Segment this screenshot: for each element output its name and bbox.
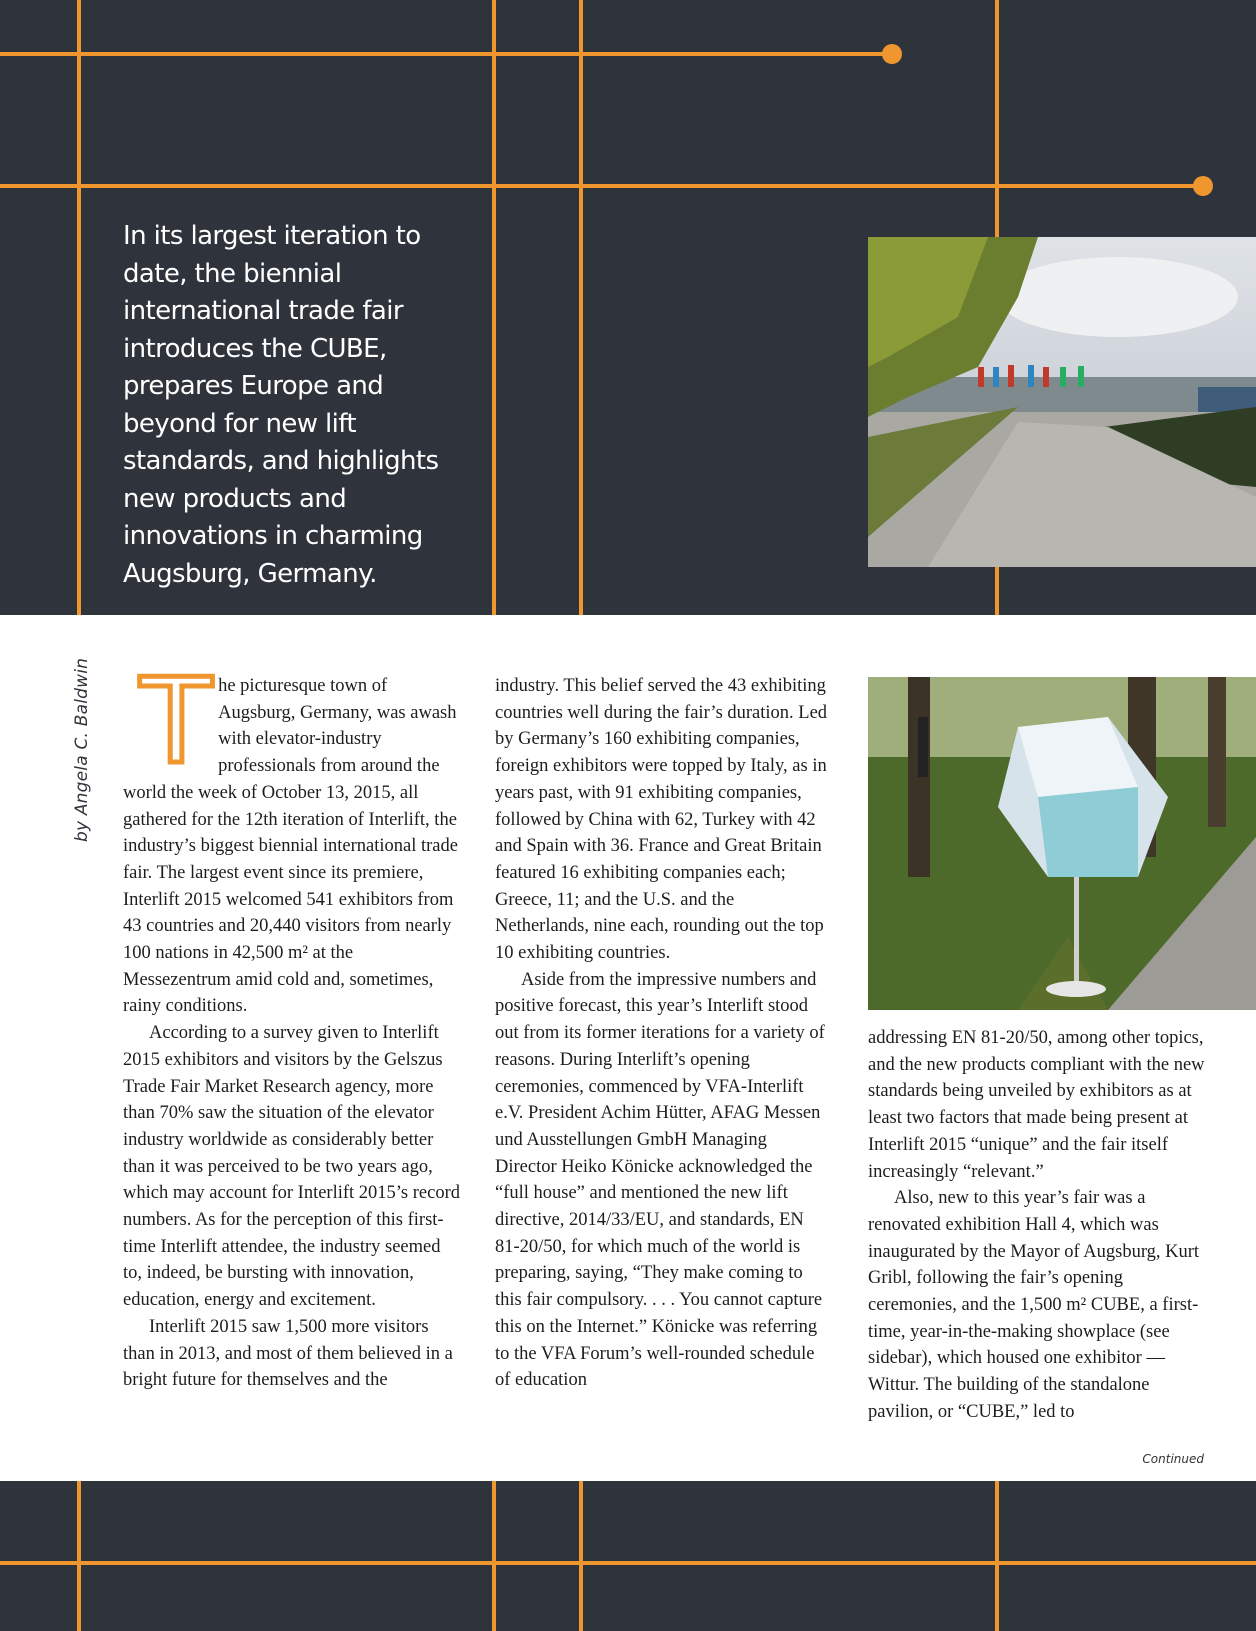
drop-cap: T [140,652,213,790]
article-column-1 [123,652,460,1394]
grid-line [77,0,81,615]
grid-line [492,1481,496,1631]
grid-line [995,1481,999,1631]
grid-line [0,1561,1256,1565]
grid-line [492,0,496,615]
paragraph: According to a survey given to Interlift 2015 exhibitors and visitors by the Gelszus Trade Fair Market Research agency, more than 70% saw the situation of the elevator industry worldwide as considerably better than it was perceived to be two years ago, which may account for Interlift 2015’s record numbers. As for the perception of this first-time Interlift attendee, the industry seemed to, indeed, be bursting with innovation, education, energy and excitement. [123,1023,460,1311]
paragraph: Interlift 2015 saw 1,500 more visitors than in 2013, and most of them believed in a bright future for themselves and the [123,1316,453,1391]
messezentrum-photo [868,237,1256,567]
grid-line [995,0,999,240]
grid-line [77,1481,81,1631]
grid-line [995,565,999,615]
cube-sculpture-photo [868,677,1256,1010]
article-column-3 [868,1025,1208,1426]
paragraph: industry. This belief served the 43 exhibiting countries well during the fair’s duration. Led by Germany’s 160 exhibiting companies, foreign exhibitors were topped by Italy, as in years past, with 91 exhibiting companies, followed by China with 62, Turkey with 42 and Spain with 36. France and Great Britain featured 16 exhibiting companies each; Greece, 11; and the U.S. and the Netherlands, nine each, rounding out the top 10 exhibiting countries. [495,676,828,964]
footer-band [0,1481,1256,1631]
paragraph: Also, new to this year’s fair was a renovated exhibition Hall 4, which was inaugurated by the Mayor of Augsburg, Kurt Gribl, following the fair’s opening ceremonies, and the 1,500 m² CUBE, a first-time, year-in-the-making showplace (see sidebar), which housed one exhibitor — Wittur. The building of the standalone pavilion, or “CUBE,” led to [868,1188,1200,1422]
article-column-2 [495,673,832,1394]
paragraph: he picturesque town of Augsburg, Germany, was awash with elevator-industry professionals from around the world the week of October 13, 2015, all gathered for the 12th iteration of Interlift, the industry’s biggest biennial international trade fair. The largest event since its premiere, Interlift 2015 welcomed 541 exhibitors from 43 countries and 20,440 visitors from nearly 100 nations in 42,500 m² at the Messezentrum amid cold and, sometimes, rainy conditions. [123,676,458,1017]
continued-label: Continued [1142,1452,1204,1466]
byline: by Angela C. Baldwin [72,657,92,842]
paragraph: addressing EN 81-20/50, among other topics, and the new products compliant with the new standards being unveiled by exhibitors as at least two factors that made being present at Interlift 2015 “unique” and the fair itself increasingly “relevant.” [868,1028,1205,1182]
grid-line [0,184,1204,188]
grid-line [579,0,583,615]
article-deck: In its largest iteration to date, the biennial international trade fair introduces the CUBE, prepares Europe and beyond for new lift standards, and highlights new products and innovations in charming Augsburg, Germany. [123,221,439,589]
grid-line [579,1481,583,1631]
grid-line [0,52,892,56]
grid-dot [882,44,902,64]
paragraph: Aside from the impressive numbers and positive forecast, this year’s Interlift stood out from its former iterations for a variety of reasons. During Interlift’s opening ceremonies, commenced by VFA-Interlift e.V. President Achim Hütter, AFAG Messen und Ausstellungen GmbH Managing Director Heiko Könicke acknowledged the “full house” and mentioned the new lift directive, 2014/33/EU, and standards, EN 81-20/50, for which much of the world is preparing, saying, “They make coming to this fair compulsory. . . . You cannot capture this on the Internet.” Könicke was referring to the VFA Forum’s well-rounded schedule of education [495,969,825,1391]
grid-dot [1193,176,1213,196]
